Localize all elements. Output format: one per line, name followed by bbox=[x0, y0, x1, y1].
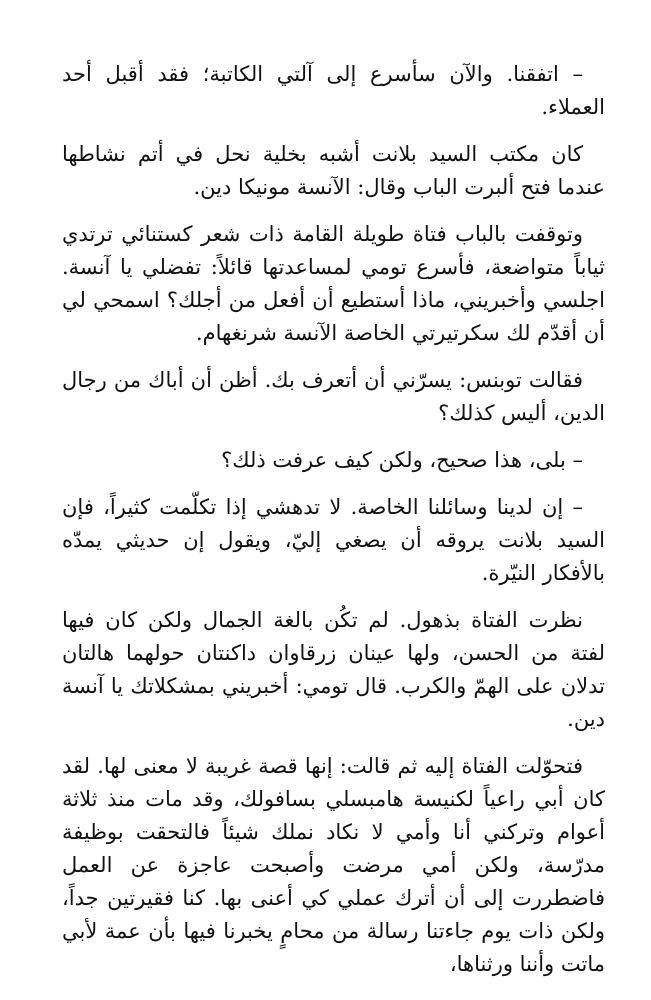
paragraph-3: وتوقفت بالباب فتاة طويلة القامة ذات شعر كستنائي ترتدي ثياباً متواضعة، فأسرع تومي لمساعدتها قائلاً: تفضلي يا آنسة. اجلسي وأخبريني، ماذا أستطيع أن أفعل من أجلك؟ اسمحي لي أن أقدّم لك سكرتيرتي الخاصة الآنسة شرنغهام. bbox=[62, 222, 605, 345]
paragraph-7: نظرت الفتاة بذهول. لم تكُن بالغة الجمال ولكن كان فيها لفتة من الحسن، ولها عينان زرقاوان داكنتان حولهما هالتان تدلان على الهمّ والكرب. قال تومي: أخبريني بمشكلاتك يا آنسة دين. bbox=[62, 608, 605, 731]
paragraph-6: – إن لدينا وسائلنا الخاصة. لا تدهشي إذا تكلّمت كثيراً، فإن السيد بلانت يروقه أن يصغي إليّ، ويقول إن حديثي يمدّه بالأفكار النيّرة. bbox=[62, 495, 605, 585]
paragraph-1: – اتفقنا. والآن سأسرع إلى آلتي الكاتبة؛ فقد أقبل أحد العملاء. bbox=[62, 62, 605, 119]
paragraph-8: فتحوّلت الفتاة إليه ثم قالت: إنها قصة غريبة لا معنى لها. لقد كان أبي راعياً لكنيسة هامبسلي بسافولك، وقد مات منذ ثلاثة أعوام وتركني أنا وأمي لا نكاد نملك شيئاً فالتحقت بوظيفة مدرّسة، ولكن أمي مرضت وأصبحت عاجزة عن العمل فاضطررت إلى أن أترك عملي كي أعنى بها. كنا فقيرتين جداً، ولكن ذات يوم جاءتنا رسالة من محامٍ يخبرنا فيها بأن عمة لأبي ماتت وأننا ورثناها، bbox=[62, 754, 605, 976]
paragraph-4: فقالت توبنس: يسرّني أن أتعرف بك. أظن أن أباك من رجال الدين، أليس كذلك؟ bbox=[62, 368, 605, 425]
paragraph-2: كان مكتب السيد بلانت أشبه بخلية نحل في أتم نشاطها عندما فتح ألبرت الباب وقال: الآنسة مونيكا دين. bbox=[62, 142, 605, 199]
paragraph-5: – بلى، هذا صحيح، ولكن كيف عرفت ذلك؟ bbox=[221, 448, 583, 472]
